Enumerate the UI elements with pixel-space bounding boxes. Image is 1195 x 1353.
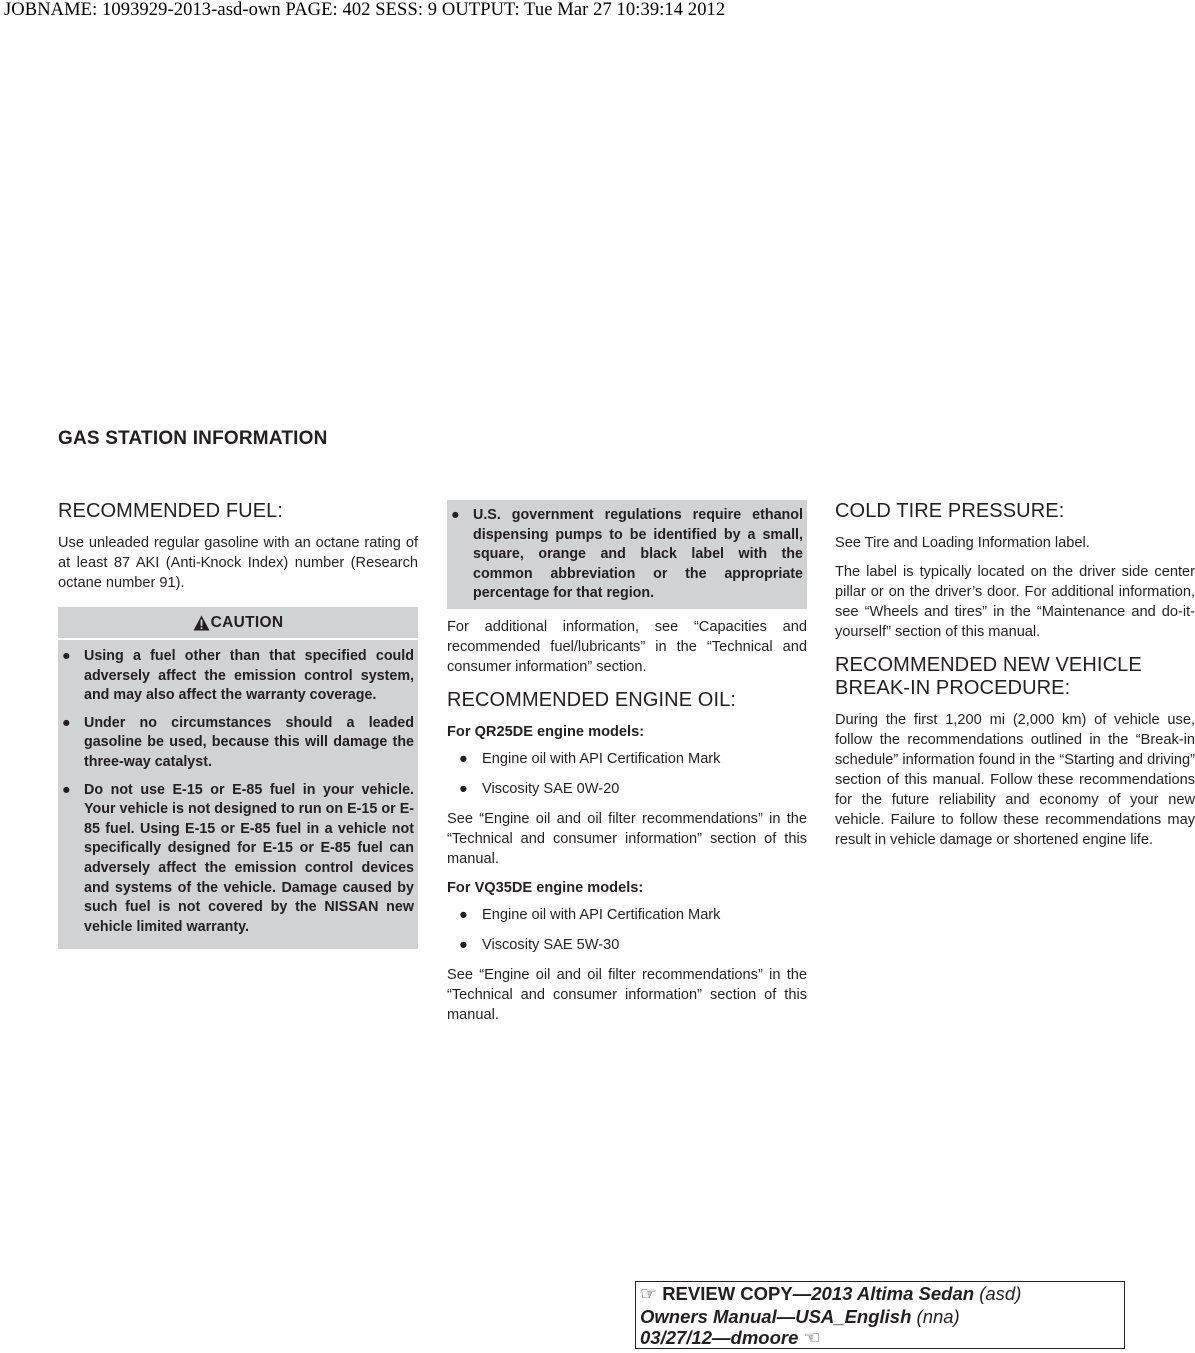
fuel-more-info-paragraph: For additional information, see “Capacities and recommended fuel/lubricants” in the “Technical and consumer information” section.	[447, 618, 807, 675]
vq35de-label: For VQ35DE engine models:	[447, 879, 644, 896]
caution-title: CAUTION	[210, 613, 284, 631]
bullet-icon: ●	[459, 906, 468, 923]
caution-box	[58, 607, 418, 949]
column-engine-oil	[447, 500, 807, 1034]
bullet-icon: ●	[62, 781, 71, 798]
bullet-icon: ●	[459, 780, 468, 797]
bullet-icon: ●	[451, 507, 460, 523]
caution-header	[58, 607, 418, 640]
review-copy-box	[635, 1281, 1125, 1349]
heading-recommended-engine-oil: RECOMMENDED ENGINE OIL:	[447, 688, 736, 711]
bullet-icon: ●	[459, 750, 468, 767]
heading-recommended-fuel: RECOMMENDED FUEL:	[58, 500, 284, 522]
heading-break-in-procedure: RECOMMENDED NEW VEHICLE BREAK-IN PROCEDURE:	[835, 654, 1142, 699]
caution-item: ● Under no circumstances should a leaded gasoline be used, because this will damage the three-way catalyst.	[62, 714, 414, 770]
warning-triangle-icon	[193, 615, 210, 631]
qr25de-label: For QR25DE engine models:	[447, 723, 645, 740]
pointing-hand-left-icon: ☜	[803, 1328, 821, 1349]
qr25de-list	[447, 749, 807, 799]
break-in-paragraph: During the first 1,200 mi (2,000 km) of vehicle use, follow the recommendations outlined in the “Break-in schedule” information found in the “Starting and driving” section of this manual. Follow these recommendations for the future reliability and economy of your new vehicle. Failure to follow these recommendations may result in vehicle damage or shortened engine life.	[835, 712, 1195, 848]
job-header-line: JOBNAME: 1093929-2013-asd-own PAGE: 402 SESS: 9 OUTPUT: Tue Mar 27 10:39:14 2012	[4, 0, 726, 20]
list-item: ● Engine oil with API Certification Mark	[459, 906, 721, 923]
pointing-hand-right-icon: ☞	[640, 1284, 658, 1305]
bullet-icon: ●	[459, 936, 468, 953]
tire-label-paragraph: See Tire and Loading Information label.	[835, 535, 1090, 551]
caution-item: ● Do not use E-15 or E-85 fuel in your vehicle. Your vehicle is not designed to run on E-15 or E-85 fuel. Using E-15 or E-85 fuel in a vehicle not specifically designed for E-15 or E-85 fuel can adversely affect the emission control devices and systems of the vehicle. Damage caused by such fuel is not covered by the NISSAN new vehicle limited warranty.	[62, 781, 414, 935]
vq35de-see-paragraph: See “Engine oil and oil filter recommendations” in the “Technical and consumer information” section of this manual.	[447, 966, 807, 1023]
caution-body	[58, 640, 418, 949]
list-item: ● Engine oil with API Certification Mark	[459, 750, 721, 767]
review-line-3: 03/27/12—dmoore ☜	[640, 1327, 821, 1349]
vq35de-list	[447, 905, 807, 955]
caution-item: ● Using a fuel other than that specified could adversely affect the emission control system, and may also affect the warranty coverage.	[62, 648, 414, 704]
tire-location-paragraph: The label is typically located on the driver side center pillar or on the driver’s door. For additional information, see “Wheels and tires” in the “Maintenance and do-it-yourself” section of this manual.	[835, 564, 1195, 640]
fuel-intro-paragraph: Use unleaded regular gasoline with an octane rating of at least 87 AKI (Anti-Knock Index) number (Research octane number 91).	[58, 535, 418, 591]
column-recommended-fuel	[58, 500, 418, 949]
caution-box-continued	[447, 500, 807, 609]
caution-item: ● U.S. government regulations require ethanol dispensing pumps to be identified by a small, square, orange and black label with the common abbreviation or the appropriate percentage for that region.	[451, 507, 803, 602]
list-item: ● Viscosity SAE 5W-30	[459, 936, 620, 953]
review-line-2: Owners Manual—USA_English (nna)	[640, 1305, 960, 1327]
qr25de-see-paragraph: See “Engine oil and oil filter recommendations” in the “Technical and consumer information” section of this manual.	[447, 810, 807, 867]
section-title: GAS STATION INFORMATION	[58, 428, 328, 449]
bullet-icon: ●	[62, 648, 71, 664]
review-line-1: ☞ REVIEW COPY—2013 Altima Sedan (asd)	[640, 1283, 1022, 1305]
bullet-icon: ●	[62, 714, 71, 731]
list-item: ● Viscosity SAE 0W-20	[459, 780, 620, 797]
heading-cold-tire-pressure: COLD TIRE PRESSURE:	[835, 500, 1065, 522]
column-tires-breakin	[835, 500, 1195, 859]
